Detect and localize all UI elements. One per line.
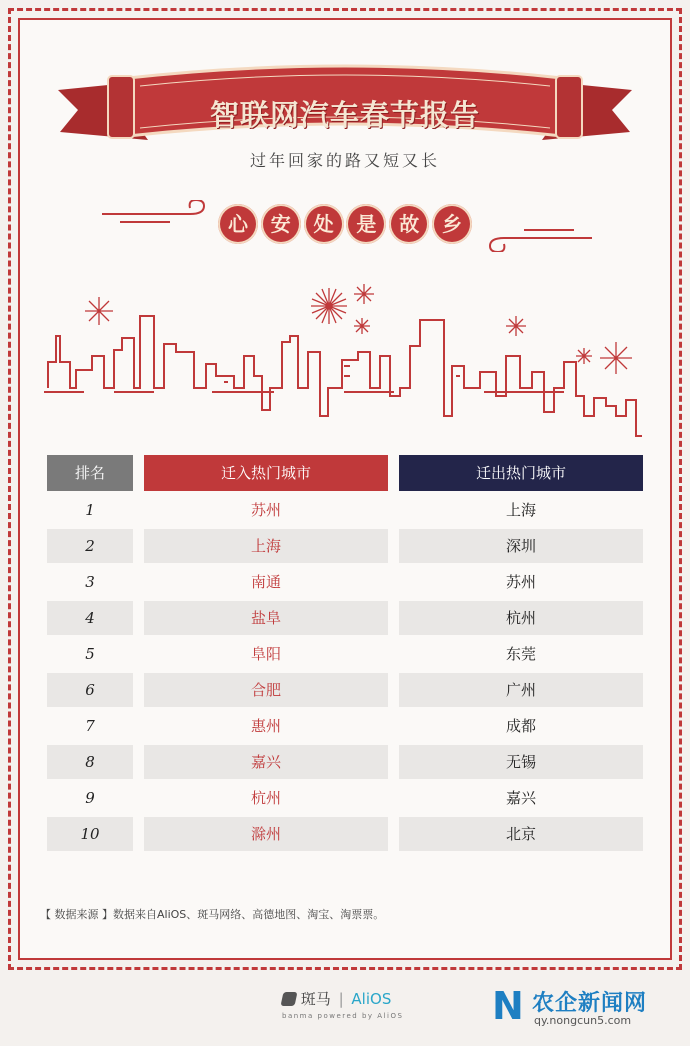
watermark-mark: N	[492, 984, 524, 1028]
report-subtitle: 过年回家的路又短又长	[249, 151, 440, 170]
brand-separator: |	[338, 990, 344, 1008]
site-watermark	[488, 984, 688, 1034]
cloud-swirl-right	[484, 222, 594, 252]
brand-cn: 斑马	[300, 990, 331, 1008]
city-skyline-illustration	[44, 276, 646, 446]
brand-tagline: banma powered by AliOS	[282, 1012, 404, 1020]
inbound-city-cell: 滁州	[144, 817, 388, 851]
motto-char: 是	[346, 204, 386, 244]
outbound-city-cell: 东莞	[505, 645, 536, 663]
motto-char: 故	[389, 204, 429, 244]
rank-cell: 8	[47, 745, 133, 779]
inbound-city-cell: 南通	[250, 573, 281, 591]
outbound-city-cell: 苏州	[505, 573, 536, 591]
column-header-rank: 排名	[47, 455, 133, 491]
report-title: 智联网汽车春节报告	[209, 98, 480, 132]
table-row	[47, 529, 643, 563]
inbound-city-cell: 阜阳	[250, 645, 281, 663]
outbound-city-cell: 广州	[399, 673, 643, 707]
banma-icon	[281, 992, 298, 1006]
table-row	[47, 601, 643, 635]
column-header-outbound: 迁出热门城市	[399, 455, 643, 491]
rank-cell: 5	[85, 645, 95, 663]
rank-cell: 4	[47, 601, 133, 635]
outbound-city-cell: 嘉兴	[505, 789, 536, 807]
rank-cell: 2	[47, 529, 133, 563]
inbound-city-cell: 苏州	[250, 501, 281, 519]
rank-cell: 10	[47, 817, 133, 851]
outbound-city-cell: 上海	[505, 501, 536, 519]
watermark-title: 农企新闻网	[532, 991, 648, 1016]
motto-row	[218, 204, 472, 248]
inbound-city-cell: 盐阜	[144, 601, 388, 635]
table-row	[47, 565, 643, 599]
rank-cell: 9	[85, 789, 95, 807]
table-row	[47, 781, 643, 815]
inbound-city-cell: 惠州	[250, 717, 281, 735]
motto-char: 安	[261, 204, 301, 244]
outbound-city-cell: 杭州	[399, 601, 643, 635]
outbound-city-cell: 无锡	[399, 745, 643, 779]
inbound-city-cell: 合肥	[144, 673, 388, 707]
motto-char: 处	[304, 204, 344, 244]
outbound-city-cell: 成都	[505, 717, 536, 735]
rank-cell: 1	[85, 501, 95, 519]
inbound-city-cell: 杭州	[250, 789, 281, 807]
table-row	[47, 709, 643, 743]
table-row	[47, 493, 643, 527]
brand-en: AliOS	[351, 990, 392, 1008]
table-row	[47, 745, 643, 779]
inbound-city-cell: 嘉兴	[144, 745, 388, 779]
table-row	[47, 637, 643, 671]
column-header-inbound: 迁入热门城市	[144, 455, 388, 491]
motto-char: 心	[218, 204, 258, 244]
outbound-city-cell: 深圳	[399, 529, 643, 563]
inbound-city-cell: 上海	[144, 529, 388, 563]
motto-char: 乡	[432, 204, 472, 244]
table-row	[47, 817, 643, 851]
table-row	[47, 673, 643, 707]
rank-cell: 3	[85, 573, 95, 591]
rank-cell: 6	[47, 673, 133, 707]
data-source-note: 【 数据来源 】数据来自AliOS、斑马网络、高德地图、淘宝、淘票票。	[40, 908, 385, 921]
watermark-url: qy.nongcun5.com	[534, 1014, 632, 1027]
banma-alios-logo	[282, 988, 412, 1028]
cloud-swirl-left	[100, 200, 210, 230]
rank-cell: 7	[85, 717, 95, 735]
outbound-city-cell: 北京	[399, 817, 643, 851]
